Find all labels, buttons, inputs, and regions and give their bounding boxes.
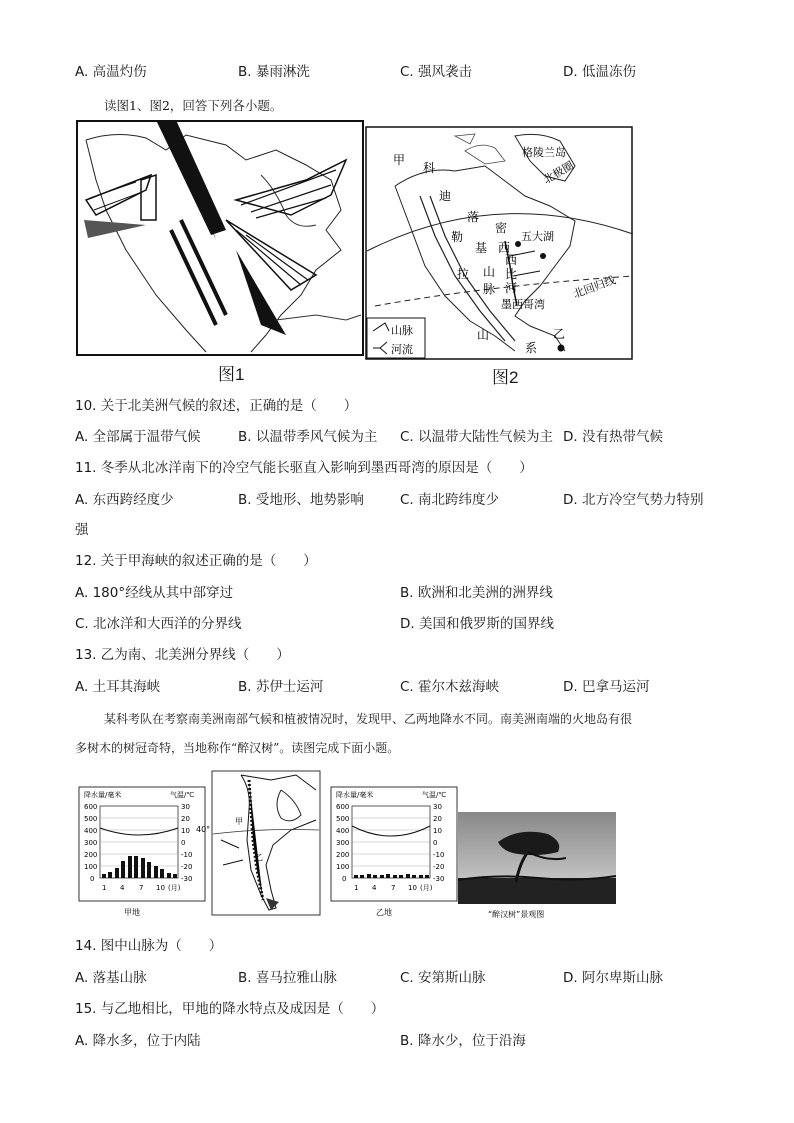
tick: 200 — [84, 851, 98, 859]
figure-1-map — [76, 120, 364, 358]
q10-stem: 10. 关于北美洲气候的叙述，正确的是（ ） — [75, 398, 358, 414]
tick: -30 — [181, 875, 193, 883]
q9-option-d: D. 低温冻伤 — [563, 64, 636, 80]
mtn-char-4: 拉 — [457, 267, 470, 281]
q9-option-b: B. 暴雨淋洗 — [238, 64, 310, 80]
label-tropic: 北回归线 — [571, 273, 618, 301]
q14-option-b: B. 喜马拉雅山脉 — [238, 970, 337, 986]
tick: 30 — [433, 803, 442, 811]
tick: 400 — [84, 827, 98, 835]
q15-option-b: B. 降水少，位于沿海 — [400, 1033, 526, 1049]
photo-caption: “醉汉树”景观图 — [488, 910, 545, 919]
q12-option-c: C. 北冰洋和大西洋的分界线 — [75, 616, 242, 632]
q14-option-d: D. 阿尔卑斯山脉 — [563, 970, 663, 986]
tick: -30 — [433, 875, 445, 883]
q11-option-d: D. 北方冷空气势力特别 — [563, 492, 704, 508]
tick: 100 — [84, 863, 98, 871]
label-great-lakes: 五大湖 — [521, 230, 554, 243]
q13-option-a: A. 土耳其海峡 — [75, 679, 161, 695]
tick: 300 — [84, 839, 98, 847]
tick: 0 — [433, 839, 438, 847]
figure-2-map — [365, 126, 633, 362]
month-tick: 7 — [139, 884, 144, 892]
intro-fig12: 读图1、图2，回答下列各小题。 — [104, 98, 283, 113]
legend-mountain: 山脉 — [391, 324, 413, 337]
month-tick: 1 — [102, 884, 107, 892]
climate-chart-yi — [330, 786, 458, 918]
q14-stem: 14. 图中山脉为（ ） — [75, 938, 223, 954]
tick: 0 — [90, 875, 95, 883]
tick: 500 — [84, 815, 98, 823]
q11-stem: 11. 冬季从北冰洋南下的冷空气能长驱直入影响到墨西哥湾的原因是（ ） — [75, 460, 533, 476]
month-tick: 1 — [354, 884, 359, 892]
month-tick: 4 — [120, 884, 125, 892]
mtn-char-3: 勒 — [451, 230, 464, 244]
intro2-line1: 某科考队在考察南美洲南部气候和植被情况时，发现甲、乙两地降水不同。南美洲南端的火地岛有很 — [104, 712, 633, 726]
month-tick: (月) — [420, 884, 433, 892]
tick: 0 — [342, 875, 347, 883]
tick: 400 — [336, 827, 350, 835]
tick: 20 — [433, 815, 442, 823]
q12-stem: 12. 关于甲海峡的叙述正确的是（ ） — [75, 553, 317, 569]
q14-option-c: C. 安第斯山脉 — [400, 970, 486, 986]
q13-stem: 13. 乙为南、北美洲分界线（ ） — [75, 647, 290, 663]
q11-option-a: A. 东西跨经度少 — [75, 492, 174, 508]
q11-option-d-wrap: 强 — [75, 522, 89, 538]
q11-option-b: B. 受地形、地势影响 — [238, 492, 364, 508]
intro2-line2: 多树木的树冠奇特，当地称作“醉汉树”。读图完成下面小题。 — [75, 741, 400, 755]
label-gulf: 墨西哥湾 — [501, 298, 545, 311]
tick: -20 — [433, 863, 445, 871]
tick: 300 — [336, 839, 350, 847]
q14-option-a: A. 落基山脉 — [75, 970, 147, 986]
q12-option-b: B. 欧洲和北美洲的洲界线 — [400, 585, 553, 601]
q13-option-b: B. 苏伊士运河 — [238, 679, 324, 695]
river-char-5: 河 — [505, 281, 518, 295]
sa-label-yi: 乙 — [255, 853, 263, 862]
tick: -20 — [181, 863, 193, 871]
tick: 500 — [336, 815, 350, 823]
tick: -10 — [181, 851, 193, 859]
q9-option-a: A. 高温灼伤 — [75, 64, 147, 80]
river-char-2: 西 — [498, 241, 511, 255]
q10-option-d: D. 没有热带气候 — [563, 429, 663, 445]
mtn-char-5: 山 — [477, 328, 490, 342]
jia-precip-axis: 降水量/毫米 — [84, 791, 122, 799]
rocky-char-1: 落 — [467, 210, 480, 224]
q11-option-c: C. 南北跨纬度少 — [400, 492, 500, 508]
climate-jia-label: 甲地 — [124, 908, 140, 917]
q9-option-c: C. 强风袭击 — [400, 64, 473, 80]
tick: 100 — [336, 863, 350, 871]
river-char-1: 密 — [495, 221, 508, 235]
q12-option-d: D. 美国和俄罗斯的国界线 — [400, 616, 554, 632]
river-char-3: 西 — [505, 253, 518, 267]
q15-option-a: A. 降水多，位于内陆 — [75, 1033, 201, 1049]
tick: 10 — [433, 827, 442, 835]
climate-yi-label: 乙地 — [376, 908, 392, 917]
tick: -10 — [433, 851, 445, 859]
mtn-char-1: 科 — [423, 161, 436, 175]
month-tick: (月) — [168, 884, 181, 892]
figure-2-caption: 图2 — [492, 368, 519, 387]
q12-option-a: A. 180°经线从其中部穿过 — [75, 585, 234, 601]
label-arctic-circle: 北极圈 — [541, 158, 577, 187]
tick: 600 — [336, 803, 350, 811]
label-jia: 甲 — [393, 153, 406, 167]
label-yi: 乙 — [553, 327, 566, 341]
q13-option-c: C. 霍尔木兹海峡 — [400, 679, 500, 695]
river-char-4: 比 — [505, 267, 518, 281]
month-tick: 10 — [156, 884, 165, 892]
rocky-char-3: 山 — [483, 265, 496, 279]
mtn-char-6: 系 — [525, 341, 538, 355]
legend-river: 河流 — [391, 343, 413, 356]
q13-option-d: D. 巴拿马运河 — [563, 679, 650, 695]
tick: 200 — [336, 851, 350, 859]
q10-option-c: C. 以温带大陆性气候为主 — [400, 429, 554, 445]
tick: 0 — [181, 839, 186, 847]
figure-1-caption: 图1 — [218, 365, 245, 384]
label-greenland: 格陵兰岛 — [522, 146, 566, 159]
mtn-char-2: 迪 — [439, 189, 452, 203]
q10-option-b: B. 以温带季风气候为主 — [238, 429, 378, 445]
jia-temp-axis: 气温/℃ — [170, 791, 195, 799]
month-tick: 7 — [391, 884, 396, 892]
tick: 600 — [84, 803, 98, 811]
rocky-char-2: 基 — [475, 241, 488, 255]
tick: 30 — [181, 803, 190, 811]
month-tick: 10 — [408, 884, 417, 892]
q15-stem: 15. 与乙地相比，甲地的降水特点及成因是（ ） — [75, 1001, 385, 1017]
climate-chart-jia — [78, 786, 206, 918]
yi-temp-axis: 气温/℃ — [422, 791, 447, 799]
sa-label-jia: 甲 — [235, 817, 243, 826]
tick: 10 — [181, 827, 190, 835]
yi-precip-axis: 降水量/毫米 — [336, 791, 374, 799]
tick: 20 — [181, 815, 190, 823]
month-tick: 4 — [372, 884, 377, 892]
sa-lat-label: 40° — [196, 825, 211, 834]
south-america-map — [196, 770, 321, 916]
drunken-tree-photo — [458, 812, 616, 922]
q10-option-a: A. 全部属于温带气候 — [75, 429, 201, 445]
rocky-char-4: 脉 — [483, 282, 496, 296]
